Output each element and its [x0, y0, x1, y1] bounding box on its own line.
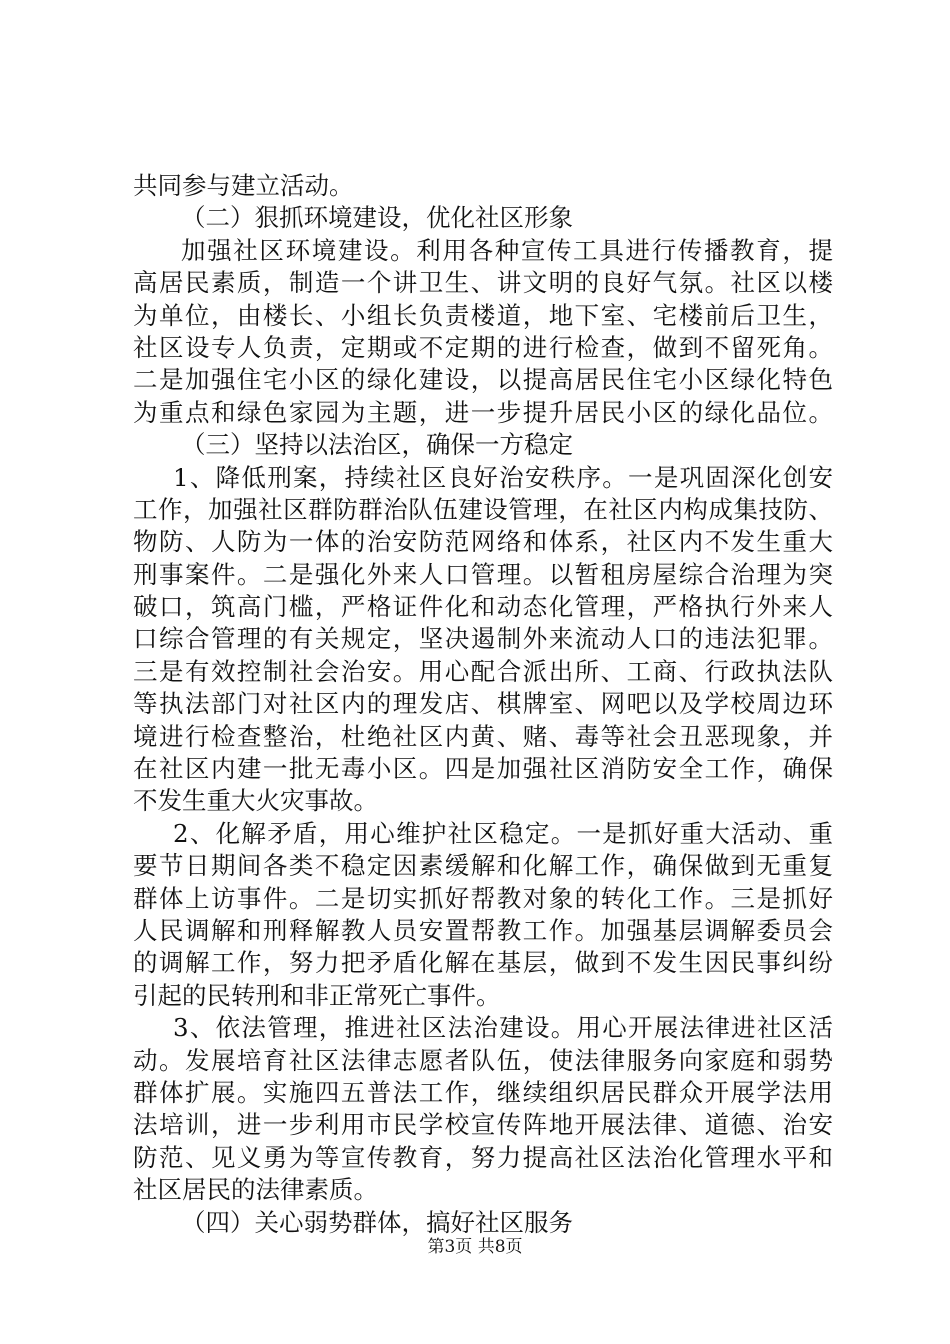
text-line: 的调解工作，努力把矛盾化解在基层，做到不发生因民事纠纷	[133, 948, 833, 978]
section-heading: （四）关心弱势群体，搞好社区服务	[181, 1207, 573, 1237]
text-line: 口综合管理的有关规定，坚决遏制外来流动人口的违法犯罪。	[133, 624, 833, 654]
text-line: 社区设专人负责，定期或不定期的进行检查，做到不留死角。	[133, 332, 833, 362]
text-line: 人民调解和刑释解教人员安置帮教工作。加强基层调解委员会	[133, 915, 833, 945]
text-line: 三是有效控制社会治安。用心配合派出所、工商、行政执法队	[133, 656, 833, 686]
text-line: 共同参与建立活动。	[133, 171, 354, 200]
text-line: 群体扩展。实施四五普法工作，继续组织居民群众开展学法用	[133, 1077, 833, 1107]
text-line: 破口，筑高门槛，严格证件化和动态化管理，严格执行外来人	[133, 592, 833, 622]
text-line: 二是加强住宅小区的绿化建设，以提高居民住宅小区绿化特色	[133, 365, 833, 395]
text-line: 要节日期间各类不稳定因素缓解和化解工作，确保做到无重复	[133, 851, 833, 881]
text-line: 2、化解矛盾，用心维护社区稳定。一是抓好重大活动、重	[173, 818, 833, 848]
body-text	[133, 170, 833, 1239]
text-line: 为单位，由楼长、小组长负责楼道，地下室、宅楼前后卫生，	[133, 300, 833, 330]
text-line: 法培训，进一步利用市民学校宣传阵地开展法律、道德、治安	[133, 1110, 833, 1140]
text-line: 防范、见义勇为等宣传教育，努力提高社区法治化管理水平和	[133, 1142, 833, 1172]
text-line: 为重点和绿色家园为主题，进一步提升居民小区的绿化品位。	[133, 397, 833, 427]
text-line: 等执法部门对社区内的理发店、棋牌室、网吧以及学校周边环	[133, 689, 833, 719]
text-line: 引起的民转刑和非正常死亡事件。	[133, 980, 501, 1010]
text-line: 不发生重大火灾事故。	[133, 786, 378, 816]
text-line: 在社区内建一批无毒小区。四是加强社区消防安全工作，确保	[133, 754, 833, 784]
text-line: 加强社区环境建设。利用各种宣传工具进行传播教育，提	[181, 235, 833, 265]
text-line: 群体上访事件。二是切实抓好帮教对象的转化工作。三是抓好	[133, 883, 833, 913]
text-line: 高居民素质，制造一个讲卫生、讲文明的良好气氛。社区以楼	[133, 268, 833, 298]
page-number-footer: 第3页 共8页	[427, 1237, 523, 1257]
text-line: 工作，加强社区群防群治队伍建设管理，在社区内构成集技防、	[133, 494, 833, 524]
text-line: 3、依法管理，推进社区法治建设。用心开展法律进社区活	[173, 1013, 833, 1043]
text-line: 物防、人防为一体的治安防范网络和体系，社区内不发生重大	[133, 527, 833, 557]
section-heading: （二）狠抓环境建设，优化社区形象	[181, 203, 573, 233]
text-line: 刑事案件。二是强化外来人口管理。以暂租房屋综合治理为突	[133, 559, 833, 589]
text-line: 境进行检查整治，杜绝社区内黄、赌、毒等社会丑恶现象，并	[133, 721, 833, 751]
text-line: 1、降低刑案，持续社区良好治安秩序。一是巩固深化创安	[173, 462, 833, 492]
section-heading: （三）坚持以法治区，确保一方稳定	[181, 430, 573, 460]
text-line: 社区居民的法律素质。	[133, 1175, 378, 1205]
text-line: 动。发展培育社区法律志愿者队伍，使法律服务向家庭和弱势	[133, 1045, 833, 1075]
